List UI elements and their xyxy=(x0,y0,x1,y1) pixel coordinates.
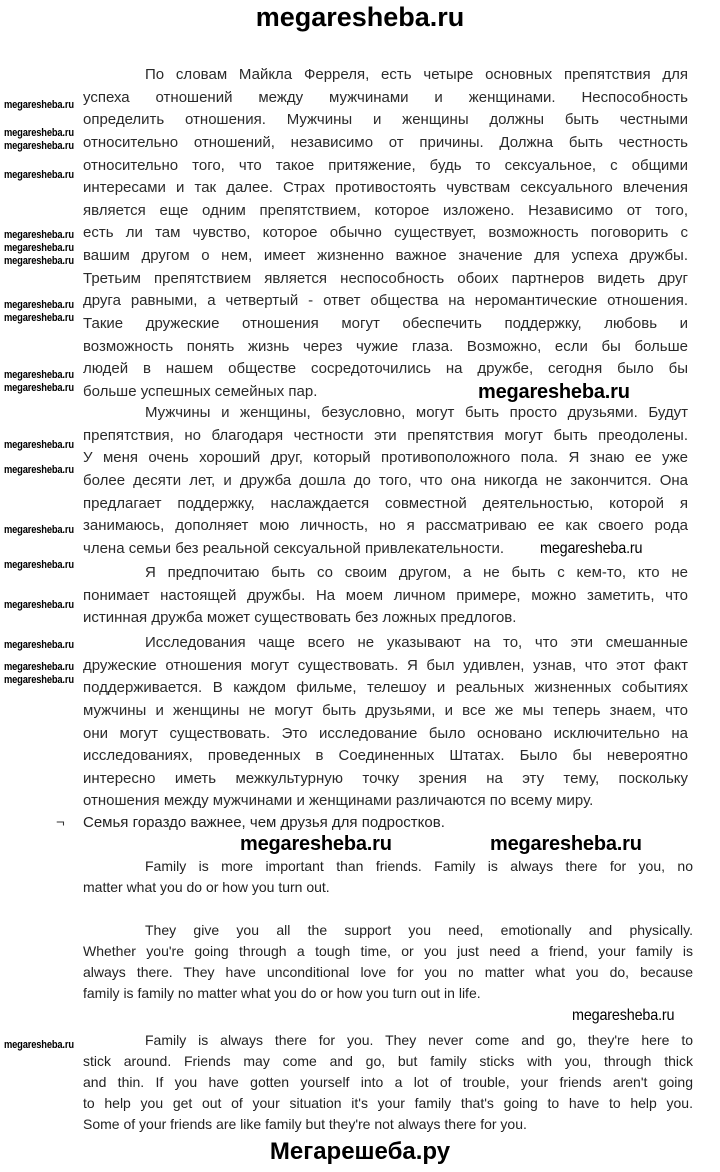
text-line: дружеские отношения могут существовать. Я был удивлен, узнав, что этот факт xyxy=(83,656,688,674)
watermark: megaresheba.ru xyxy=(4,369,74,381)
text-line: исследованиях, проведенных в Соединенных Штатах. Было бы невероятно xyxy=(83,747,688,765)
text-line: члена семьи без реальной сексуальной привлекательности. xyxy=(83,539,505,557)
text-line: They give you all the support you need, emotionally and physically. xyxy=(145,922,693,938)
text-line: относительно отношений, независимо от причины. Должна быть честность xyxy=(83,133,688,151)
footer-site-title: Мегарешеба.ру xyxy=(269,1138,451,1165)
text-line: препятствия, но благодаря честности эти препятствия могут быть преодолены. xyxy=(83,426,688,444)
text-line: Я предпочитаю быть со своим другом, а не быть с кем-то, кто не xyxy=(145,564,688,581)
text-line: Family is always there for you. They never come and go, they're here to xyxy=(145,1032,693,1048)
text-line: and thin. If you have gotten yourself into a lot of trouble, your friends aren't going xyxy=(83,1074,693,1090)
watermark: megaresheba.ru xyxy=(4,382,74,394)
watermark: megaresheba.ru xyxy=(4,674,74,686)
text-line: есть ли там чувство, которое обычно существует, возможность поговорить с xyxy=(83,224,688,242)
text-line: Some of your friends are like family but they're not always there for you. xyxy=(83,1116,527,1132)
text-line: always there. They have unconditional love for you no matter what you do, because xyxy=(83,964,693,980)
paragraph xyxy=(83,562,688,630)
paragraph xyxy=(83,920,693,1004)
text-line: family is family no matter what you do or how you turn out in life. xyxy=(83,985,481,1001)
watermark: megaresheba.ru xyxy=(4,524,74,536)
watermark: megaresheba.ru xyxy=(490,833,642,855)
watermark: megaresheba.ru xyxy=(4,127,74,139)
text-line: вашим другом о нем, имеет жизненно важное значение для успеха дружбы. xyxy=(83,247,688,265)
text-line: успеха отношений между мужчинами и женщинами. Неспособность xyxy=(83,88,688,106)
list-mark: ¬ xyxy=(56,814,65,831)
paragraph xyxy=(83,632,688,813)
paragraph xyxy=(83,1030,693,1135)
text-line: to help you get out of your situation it's your family that's going to have to help you. xyxy=(83,1095,693,1111)
text-line: По словам Майкла Ферреля, есть четыре основных препятствия для xyxy=(145,66,688,83)
text-line: Family is more important than friends. Family is always there for you, no xyxy=(145,858,693,874)
watermark: megaresheba.ru xyxy=(4,639,74,651)
watermark: megaresheba.ru xyxy=(4,99,74,111)
text-line: предлагает поддержку, наслаждается совместной деятельностью, которой я xyxy=(83,494,688,512)
paragraph xyxy=(83,402,688,560)
watermark: megaresheba.ru xyxy=(4,661,74,673)
topic-heading: Семья гораздо важнее, чем друзья для подростков. xyxy=(83,814,445,831)
text-line: интересно иметь межкультурную точку зрения на эту тему, поскольку xyxy=(83,769,688,787)
watermark: megaresheba.ru xyxy=(4,599,74,611)
paragraph xyxy=(83,856,693,898)
text-line: является еще одним препятствием, которое изложено. Независимо от того, xyxy=(83,201,688,219)
watermark: megaresheba.ru xyxy=(4,1039,74,1051)
text-line: относительно того, что такое притяжение, будь то сексуальное, с общими xyxy=(83,156,688,174)
text-line: больше успешных семейных пар. xyxy=(83,382,318,400)
watermark: megaresheba.ru xyxy=(4,255,74,267)
watermark: megaresheba.ru xyxy=(4,242,74,254)
watermark: megaresheba.ru xyxy=(4,439,74,451)
watermark: megaresheba.ru xyxy=(4,312,74,324)
text-line: Такие дружеские отношения могут обеспечить поддержку, любовь и xyxy=(83,315,688,333)
text-line: У меня очень хороший друг, который противоположного пола. Я знаю ее уже xyxy=(83,449,688,467)
text-line: интересами и так далее. Страх противостоять чувствам сексуального влечения xyxy=(83,179,688,197)
text-line: занимаюсь, дополняет мою личность, но я рассматриваю ее как своего рода xyxy=(83,517,688,535)
text-line: друга равными, а четвертый - ответ общества на неромантические отношения. xyxy=(83,292,688,310)
text-line: определить отношения. Мужчины и женщины должны быть честными xyxy=(83,111,688,129)
watermark: megaresheba.ru xyxy=(4,559,74,571)
watermark: megaresheba.ru xyxy=(4,169,74,181)
site-title: megaresheba.ru xyxy=(255,2,465,32)
watermark: megaresheba.ru xyxy=(572,1007,675,1024)
text-line: более десяти лет, и дружба дошла до того, что она никогда не закончится. Она xyxy=(83,471,688,489)
text-line: отношения между мужчинами и женщинами различаются по всему миру. xyxy=(83,792,594,810)
text-line: возможность понять жизнь через чужие глаза. Возможно, если бы больше xyxy=(83,337,688,355)
text-line: они могут существовать. Это исследование было основано исключительно на xyxy=(83,724,688,742)
watermark: megaresheba.ru xyxy=(4,140,74,152)
text-line: matter what you do or how you turn out. xyxy=(83,879,330,895)
text-line: Исследования чаще всего не указывают на то, что эти смешанные xyxy=(145,634,688,651)
watermark: megaresheba.ru xyxy=(240,833,392,855)
watermark: megaresheba.ru xyxy=(540,540,643,557)
text-line: понимает настоящей дружбы. На моем личном примере, можно заметить, что xyxy=(83,586,688,604)
text-line: мужчины и женщины не могут быть друзьями, и все же мы теперь знаем, что xyxy=(83,701,688,719)
watermark: megaresheba.ru xyxy=(4,464,74,476)
text-line: поддерживается. В каждом фильме, телешоу и реальных жизненных событиях xyxy=(83,679,688,697)
text-line: stick around. Friends may come and go, but family sticks with you, through thick xyxy=(83,1053,693,1069)
watermark: megaresheba.ru xyxy=(4,229,74,241)
text-line: истинная дружба может существовать без ложных предлогов. xyxy=(83,609,517,627)
paragraph xyxy=(83,64,688,404)
watermark: megaresheba.ru xyxy=(478,381,630,403)
text-line: Третьим препятствием является неспособность обоих партнеров видеть друг xyxy=(83,269,688,287)
watermark: megaresheba.ru xyxy=(4,299,74,311)
text-line: Whether you're going through a tough time, or you just need a friend, your family is xyxy=(83,943,693,959)
text-line: людей в нашем обществе сосредоточились на дружбе, сегодня было бы xyxy=(83,360,688,378)
text-line: Мужчины и женщины, безусловно, могут быть просто друзьями. Будут xyxy=(145,404,688,421)
